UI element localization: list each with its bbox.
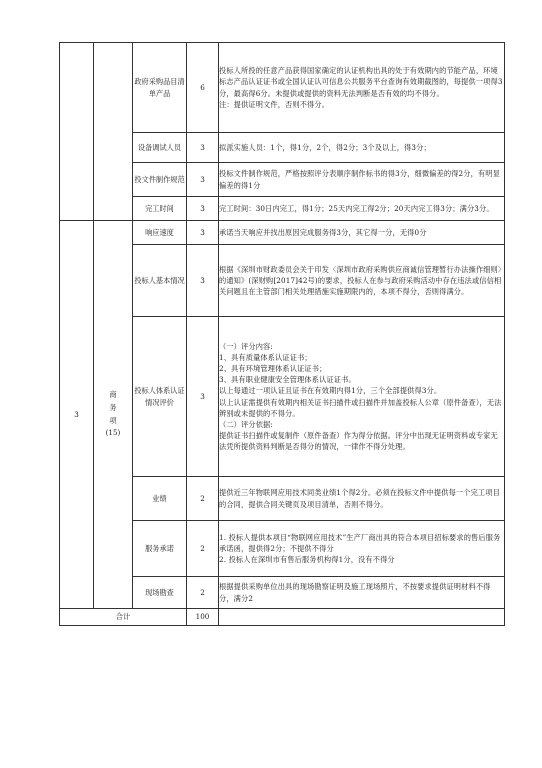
item-score: 6 [187,43,219,133]
item-criteria [219,221,505,245]
category-label-line: 项 [109,415,117,425]
item-name: 投标人体系认证情况评价 [133,317,187,477]
item-name: 业绩 [133,477,187,521]
item-name: 服务承诺 [133,521,187,577]
table-row [60,221,505,245]
total-value: 100 [187,609,219,626]
criteria-paragraph: 根据提供采购单位出具的现场勘察证明及施工现场照片，不按要求提供证明材料不得分，满分2 [219,582,491,603]
criteria-paragraph: （一）评分内容: [219,341,273,351]
item-criteria [219,477,505,521]
item-criteria [219,163,505,197]
item-criteria [219,521,505,577]
category-label-cell [94,43,133,221]
item-name: 投文件制作规范 [133,163,187,197]
criteria-paragraph: 完工时间：30日内完工，得1分；25天内完工得2分；20天内完工得3分；满分3分。 [219,203,494,213]
scoring-table [59,42,505,626]
item-score: 3 [187,317,219,477]
item-name: 政府采购品目清单产品 [133,43,187,133]
criteria-paragraph: 拟派实施人员：1个，得1分，2个，得2分；3个及以上，得3分； [219,142,431,152]
criteria-paragraph: 1. 投标人提供本项目“物联网应用技术”生产厂商出具的符合本项目招标要求的售后服务承诺函，提供得2分；不提供不得分 [219,532,501,553]
item-name: 完工时间 [133,197,187,221]
category-label [94,221,133,609]
criteria-paragraph: 投标文件制作规范，严格按照评分表顺序制作标书的得3分，细微偏差的得2分，有明显偏差的得1分 [219,169,500,190]
total-label: 合计 [60,609,187,626]
criteria-paragraph: 以上每通过一项认证且证书在有效期内得1分，三个全部提供得3分。 [219,386,442,396]
criteria-paragraph: 根据《深圳市财政委员会关于印发〈深圳市政府采购供应商诚信管理暂行办法操作细则〉的通知》(深财购[2017]42号)的要求，投标人在参与政府采购活动中存在违法或信信相关问题且在主管部门相关处理措施实施期限内的，本项不得分，否则得满分。 [219,264,502,297]
item-score: 2 [187,521,219,577]
criteria-paragraph: 2. 投标人在深圳市有售后服务机构得1分，没有不得分 [219,555,395,565]
category-number-cell [60,43,94,221]
criteria-paragraph: 提供近三年物联网应用技术同类业绩1个得2分。必须在投标文件中提供每一个完工项目的合同，提供合同关键页及项目清单，否则不得分。 [219,488,500,509]
item-score: 3 [187,197,219,221]
criteria-paragraph: 2、具有环境管理体系认证证书； [219,364,327,374]
category-number: 3 [60,221,94,609]
item-criteria [219,317,505,477]
item-name: 投标人基本情况 [133,245,187,317]
item-name: 响应速度 [133,221,187,245]
criteria-paragraph: 注：提供证明文件，否则不得分。 [219,99,330,109]
item-criteria [219,133,505,163]
total-empty-cell [219,609,505,626]
total-row [60,609,505,626]
item-criteria [219,577,505,609]
criteria-paragraph: 以上认证需提供有效期内相关证书扫描件或扫描件并加盖投标人公章（原件备查），无法辨别或未提供的不得分。 [219,397,502,418]
table-row [60,43,505,133]
item-criteria [219,43,505,133]
criteria-paragraph: （二）评分依据: [219,419,273,429]
criteria-paragraph: 3、具有职业健康安全管理体系认证证书。 [219,375,356,385]
item-score: 3 [187,163,219,197]
category-label-line: 商 [109,390,117,400]
item-score: 3 [187,221,219,245]
item-score: 3 [187,133,219,163]
category-label-line: (15) [105,428,121,438]
criteria-paragraph: 1、具有质量体系认证证书； [219,352,312,362]
item-score: 2 [187,477,219,521]
category-label-line: 务 [109,402,117,412]
criteria-paragraph: 投标人所投的任意产品获得国家确定的认证机构出具的处于有效期内的节能产品，环境标志产品认证证书或全国认证认可信息公共服务平台查询有效期截图的，每提供一项得3分，最高得6分。未提供或提供的资料无法判断是否有效的均不得分。 [219,66,503,98]
item-name: 现场勘查 [133,577,187,609]
criteria-paragraph: 提供证书扫描件或复制件（原件备查）作为得分依据。评分中出现无证明资料或专家无法凭所提供资料判断是否得分的情况，一律作不得分处理。 [219,430,498,452]
item-name: 设备调试人员 [133,133,187,163]
item-score: 2 [187,577,219,609]
criteria-paragraph: 承诺当天响应并找出原因完成服务得3分，其它得一分，无得0分 [219,227,427,237]
item-score: 3 [187,245,219,317]
item-criteria [219,245,505,317]
item-criteria [219,197,505,221]
